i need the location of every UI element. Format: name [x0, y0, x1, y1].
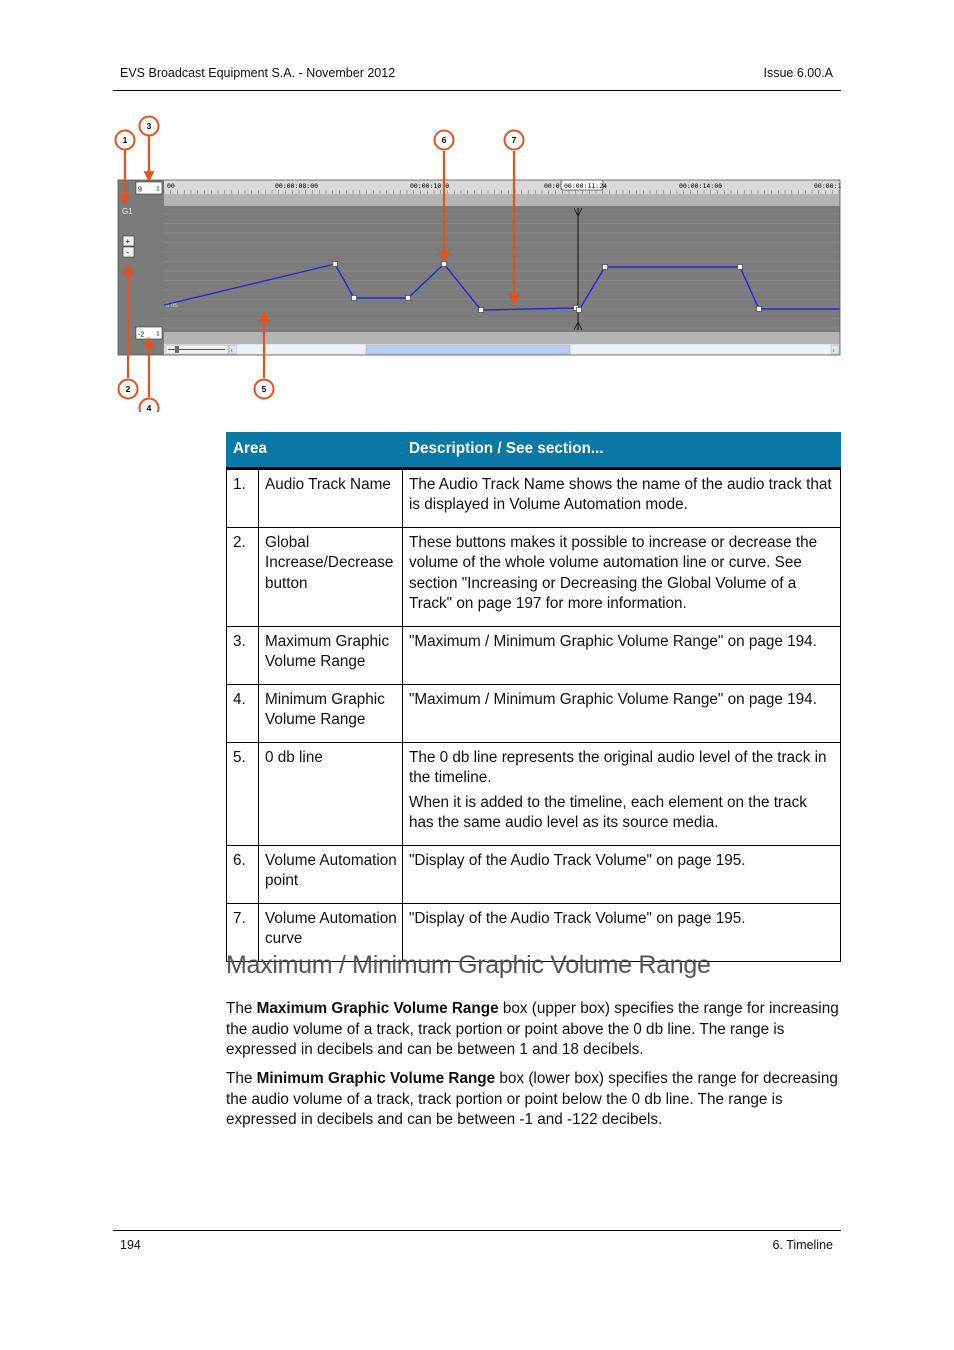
bold-term: Maximum Graphic Volume Range — [256, 1000, 499, 1017]
row-description — [403, 527, 841, 626]
description-paragraph: "Display of the Audio Track Volume" on page 195. — [409, 909, 746, 927]
volume-automation-point[interactable] — [738, 265, 743, 270]
footer-page-number: 194 — [120, 1238, 141, 1252]
scrollbar-thumb[interactable] — [366, 345, 570, 354]
plus-label: + — [125, 237, 131, 246]
max-range-value: 9 — [138, 186, 142, 194]
row-number: 1. — [227, 468, 259, 527]
table-row — [227, 742, 841, 845]
chevron-left-icon: ‹ — [230, 347, 233, 355]
footer-chapter: 6. Timeline — [772, 1238, 833, 1252]
description-paragraph: "Maximum / Minimum Graphic Volume Range" on page 194. — [409, 632, 817, 650]
volume-automation-point[interactable] — [479, 308, 484, 313]
min-range-spinner-icon[interactable]: ⇕ — [155, 331, 161, 338]
text-run: The — [226, 1000, 257, 1017]
volume-automation-point[interactable] — [757, 307, 762, 312]
row-area: Volume Automation curve — [259, 903, 403, 961]
chevron-right-icon: › — [832, 347, 835, 355]
text-run: The — [226, 1070, 257, 1087]
row-number: 6. — [227, 845, 259, 903]
ruler-label: 00:00:1 — [814, 182, 842, 190]
volume-automation-point[interactable] — [352, 296, 357, 301]
description-paragraph: "Maximum / Minimum Graphic Volume Range" on page 194. — [409, 690, 817, 708]
min-range-value: -2 — [138, 331, 145, 339]
column-header-area: Area — [227, 433, 403, 469]
ruler-label: 00 — [167, 182, 175, 190]
column-header-description: Description / See section... — [403, 433, 841, 469]
callout-number: 3 — [146, 121, 152, 131]
row-area: Audio Track Name — [259, 468, 403, 527]
text-run: box (upper box) specifies the range for increasing the audio volume of a track, track portion or point above the 0 db line. The range is expressed in decibels and can be between 1 and 18 decibels. — [226, 1000, 839, 1058]
volume-automation-point[interactable] — [333, 262, 338, 267]
row-number: 4. — [227, 684, 259, 742]
ruler-label: 00:00:08:00 — [275, 182, 319, 190]
callout-number: 4 — [146, 403, 152, 412]
table-row — [227, 527, 841, 626]
paragraph-maximum-range — [226, 999, 846, 1061]
row-description — [403, 742, 841, 845]
row-number: 2. — [227, 527, 259, 626]
description-paragraph: The Audio Track Name shows the name of the audio track that is displayed in Volume Automation mode. — [409, 475, 832, 513]
volume-automation-point[interactable] — [577, 308, 582, 313]
table-header-row — [227, 433, 841, 469]
callout-number: 6 — [441, 135, 447, 145]
header-rule — [113, 90, 841, 91]
row-description — [403, 626, 841, 684]
timecode-label: 00:00:11:24 — [564, 182, 608, 190]
row-number: 3. — [227, 626, 259, 684]
table-row — [227, 845, 841, 903]
row-description — [403, 684, 841, 742]
ruler-label: 00:00:14:00 — [679, 182, 723, 190]
table-row — [227, 684, 841, 742]
header-publisher: EVS Broadcast Equipment S.A. - November 2012 — [120, 66, 396, 80]
volume-automation-point[interactable] — [603, 265, 608, 270]
bold-term: Minimum Graphic Volume Range — [256, 1070, 496, 1087]
ruler-label: 00:00:10:0 — [410, 182, 450, 190]
ruler-label: 00:0 — [544, 182, 560, 190]
table-row — [227, 626, 841, 684]
track-bottom-band — [164, 332, 840, 344]
header-issue: Issue 6.00.A — [763, 66, 833, 80]
description-paragraph: These buttons makes it possible to increase or decrease the volume of the whole volume automation line or curve. See section "Increasing or Decreasing the Global Volume of a Track" on page 197 for more information. — [409, 533, 818, 612]
track-top-band — [164, 194, 840, 206]
volume-automation-figure — [110, 112, 850, 412]
zero-db-label: 0 db — [166, 303, 178, 309]
paragraph-minimum-range — [226, 1069, 846, 1131]
section-title: Maximum / Minimum Graphic Volume Range — [226, 951, 711, 979]
row-number: 5. — [227, 742, 259, 845]
row-number: 7. — [227, 903, 259, 961]
row-description — [403, 468, 841, 527]
volume-automation-point[interactable] — [406, 296, 411, 301]
callout-number: 5 — [261, 384, 267, 394]
minus-label: - — [126, 248, 130, 257]
description-paragraph: When it is added to the timeline, each element on the track has the same audio level as its source media. — [409, 793, 807, 831]
zoom-slider-handle[interactable] — [175, 346, 179, 353]
description-paragraph: "Display of the Audio Track Volume" on page 195. — [409, 851, 746, 869]
volume-automation-point[interactable] — [442, 262, 447, 267]
row-area: 0 db line — [259, 742, 403, 845]
row-area: Global Increase/Decrease button — [259, 527, 403, 626]
track-name-label: G1 — [122, 207, 133, 216]
description-paragraph: The 0 db line represents the original audio level of the track in the timeline. — [409, 748, 827, 786]
callout-number: 7 — [511, 135, 517, 145]
row-area: Maximum Graphic Volume Range — [259, 626, 403, 684]
max-range-spinner-icon[interactable]: ⇕ — [155, 186, 161, 193]
text-run: box (lower box) specifies the range for decreasing the audio volume of a track, track portion or point below the 0 db line. The range is expressed in decibels and can be between -1 and -122 decibels. — [226, 1070, 838, 1128]
row-area: Volume Automation point — [259, 845, 403, 903]
row-description — [403, 845, 841, 903]
table-row — [227, 468, 841, 527]
callout-number: 1 — [122, 135, 128, 145]
row-area: Minimum Graphic Volume Range — [259, 684, 403, 742]
footer-rule — [113, 1230, 841, 1231]
callout-number: 2 — [125, 384, 131, 394]
area-description-table — [226, 432, 841, 962]
